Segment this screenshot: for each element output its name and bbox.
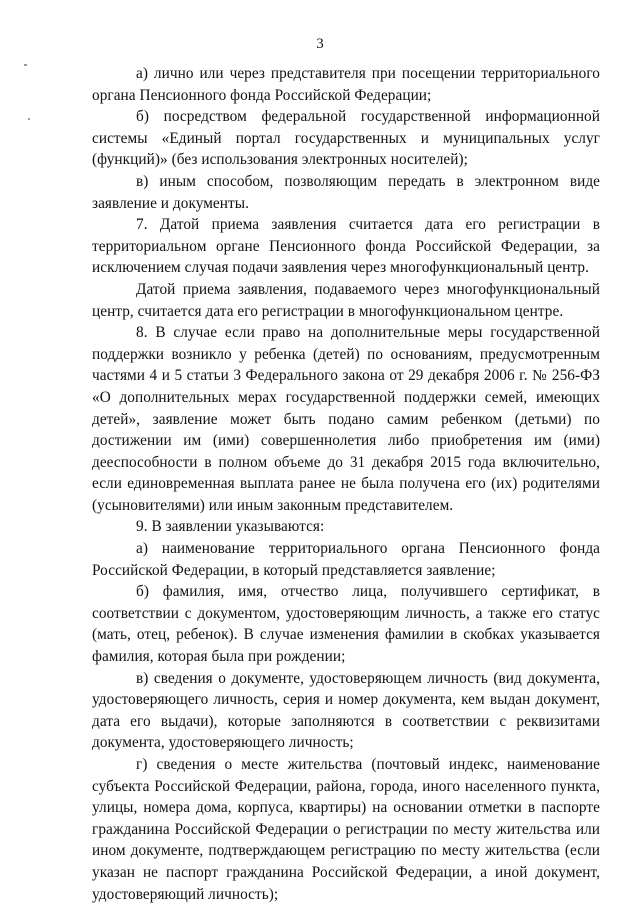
clause-9b-full-name: б) фамилия, имя, отчество лица, получившего сертификат, в соответствии с документом, удостоверяющим личность, а также его статус (мать, отец, ребенок). В случае изменения фамилии в скобках указывается фамилия, которая была при рождении;	[92, 583, 600, 666]
clause-9a-authority-name: а) наименование территориального органа Пенсионного фонда Российской Федерации, в который представляется заявление;	[92, 540, 600, 579]
clause-b-gosuslugi: б) посредством федеральной государственной информационной системы «Единый портал государственных и муниципальных услуг (функций)» (без использования электронных носителей);	[92, 108, 600, 169]
clause-9-heading: 9. В заявлении указываются:	[136, 518, 325, 536]
clause-9v-identity-document: в) сведения о документе, удостоверяющем личность (вид документа, удостоверяющего личность, серия и номер документа, кем выдан документ, дата его выдачи), которые заполняются в соответствии с реквизитами документа, удостоверяющего личность;	[92, 669, 600, 752]
document-body	[92, 63, 600, 905]
page-number: 3	[316, 36, 324, 52]
clause-7-mfc-date: Датой приема заявления, подаваемого через многофункциональный центр, считается дата его регистрации в многофункциональном центре.	[92, 280, 600, 320]
scan-speck	[24, 64, 27, 66]
clause-9g-residence: г) сведения о месте жительства (почтовый индекс, наименование субъекта Российской Федерации, района, города, иного населенного пункта, улицы, номера дома, корпуса, квартиры) на основании отметки в паспорте гражданина Российской Федерации о регистрации по месту жительства или ином документе, подтверждающем регистрацию по месту жительства (если указан не паспорт гражданина Российской Федерации, а иной документ, удостоверяющий личность);	[92, 756, 600, 903]
clause-v-other-way: в) иным способом, позволяющим передать в электронном виде заявление и документы.	[92, 172, 600, 212]
clause-a-in-person: а) лично или через представителя при посещении территориального органа Пенсионного фонда Российской Федерации;	[92, 65, 600, 104]
clause-7-date-of-acceptance: 7. Датой приема заявления считается дата его регистрации в территориальном органе Пенсионного фонда Российской Федерации, за исключением случая подачи заявления через многофункциональный центр.	[92, 216, 600, 277]
scan-speck	[28, 118, 30, 120]
clause-8-child-right: 8. В случае если право на дополнительные меры государственной поддержки возникло у ребенка (детей) по основаниям, предусмотренным частями 4 и 5 статьи 3 Федерального закона от 29 декабря 2006 г. № 256-ФЗ «О дополнительных мерах государственной поддержки семей, имеющих детей», заявление может быть подано самим ребенком (детьми) по достижении им (ими) совершеннолетия либо приобретения им (ими) дееспособности в полном объеме до 31 декабря 2015 года включительно, если единовременная выплата ранее не была получена его (их) родителями (усыновителями) или иным законным представителем.	[92, 324, 600, 514]
